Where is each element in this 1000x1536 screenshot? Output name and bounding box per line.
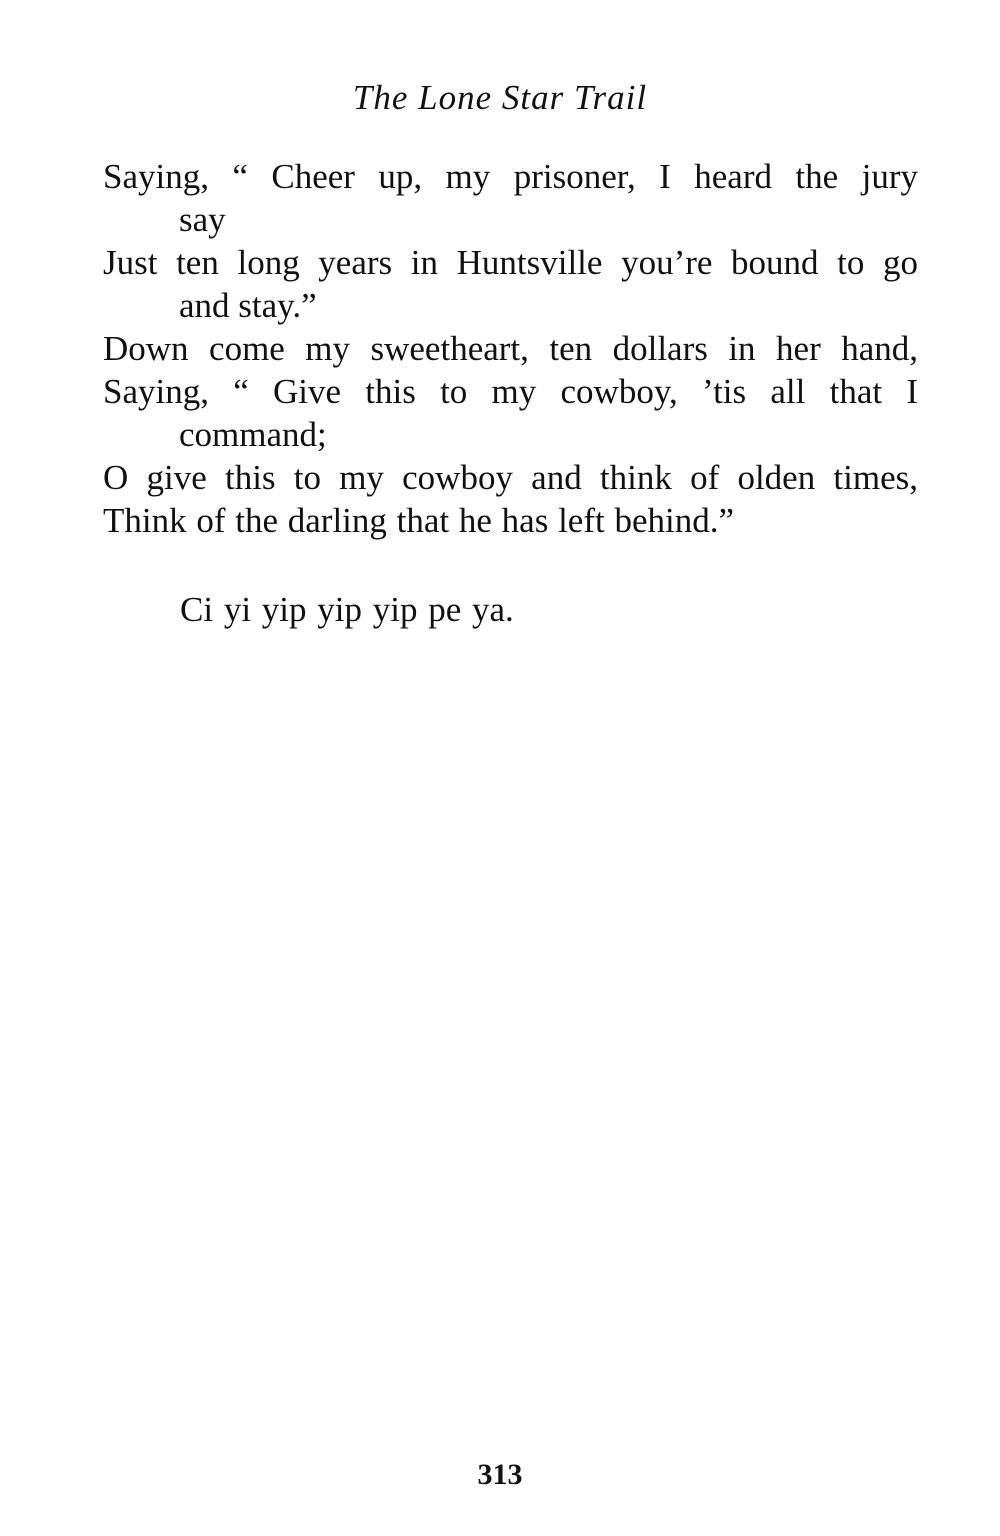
verse-line: Just ten long years in Huntsville you’re bound to go [103, 243, 918, 282]
verse-line-continuation: and stay.” [179, 286, 317, 325]
verse-line-continuation: command; [179, 415, 327, 454]
verse-block [103, 155, 918, 542]
verse-line: Down come my sweetheart, ten dollars in her hand, [103, 329, 918, 368]
page-number: 313 [477, 1458, 523, 1491]
refrain: Ci yi yip yip yip pe ya. [180, 590, 514, 629]
verse-line: Saying, “ Give this to my cowboy, ’tis all that I [103, 372, 918, 411]
verse-line: O give this to my cowboy and think of olden times, [103, 458, 918, 497]
running-title: The Lone Star Trail [352, 78, 648, 117]
verse-line-continuation: say [179, 200, 226, 239]
verse-line: Think of the darling that he has left behind.” [103, 501, 735, 540]
verse-line: Saying, “ Cheer up, my prisoner, I heard the jury [103, 157, 918, 196]
